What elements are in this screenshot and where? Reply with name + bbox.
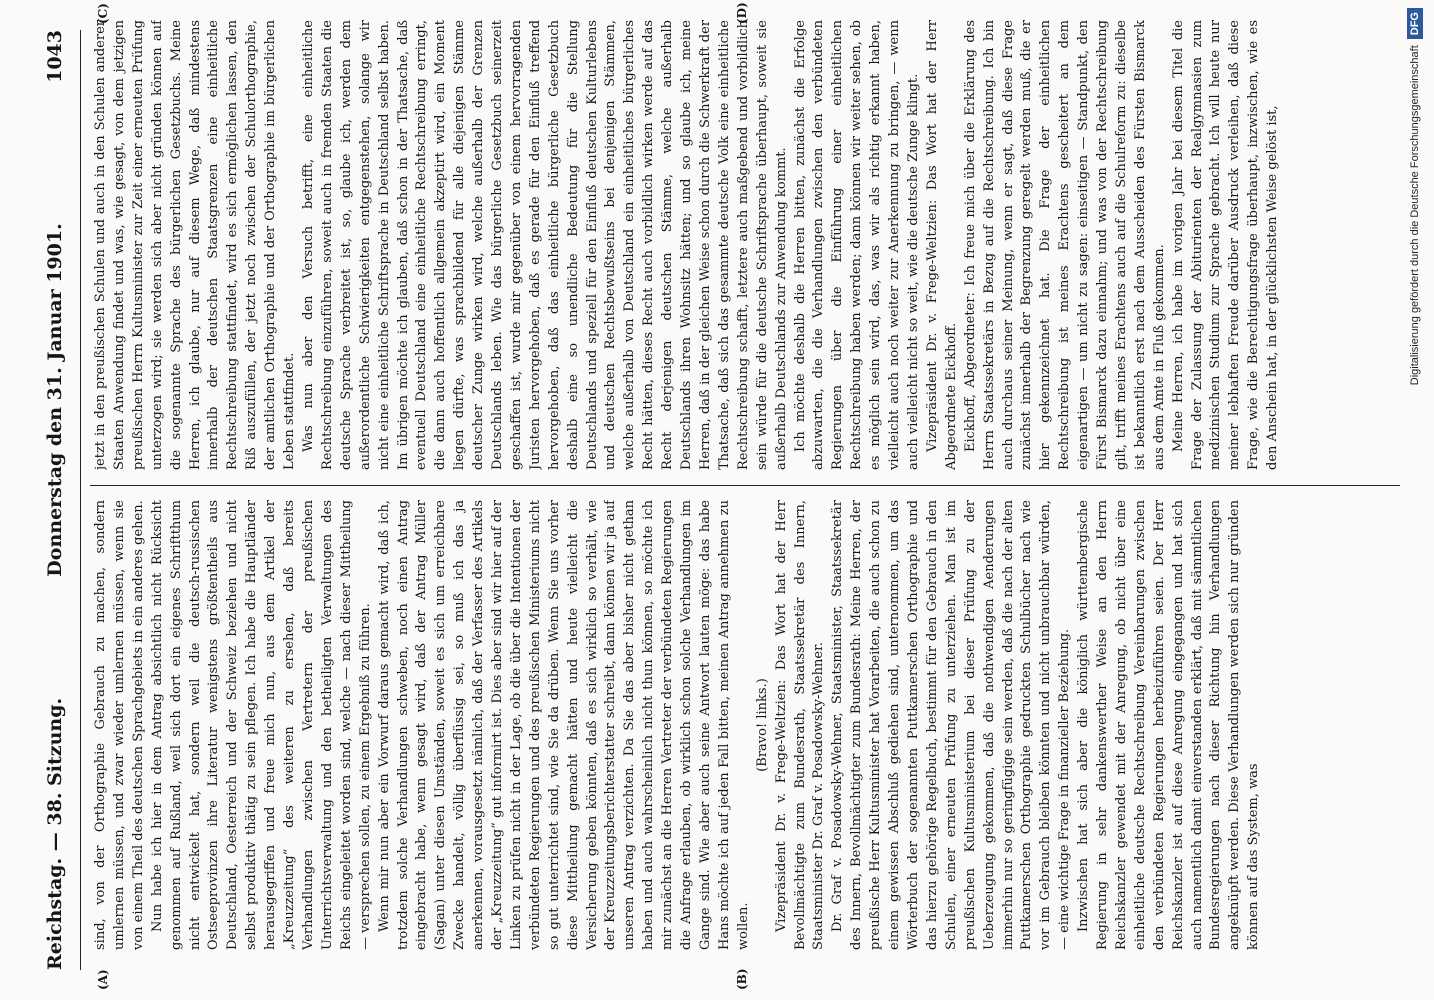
paragraph: Dr. Graf v. Posadowsky-Wehner, Staatsminister, Staatssekretär des Innern, Bevollmächtigter zum Bundesrath: Meine Herren, der preußische Herr Kultusminister hat Vorarbeiten, die auch schon zu einem gewissen Abschluß gediehen sind, unternommen, um das Wörterbuch der sogenannten Puttkamerschen Orthographie und das hierzu gehörige Regelbuch, bestimmt für den Gebrauch in den Schulen, einer erneuten Prüfung zu unterziehen. Man ist im preußischen Kultusministerium bei dieser Prüfung zu der Ueberzeugung gekommen, daß die nothwendigen Aenderungen immerhin nur so geringfügige sein werden, daß die nach der alten Puttkamerschen Orthographie gedruckten Schulbücher nach wie vor im Gebrauch bleiben könnten und nicht unbrauchbar würden, — eine wichtige Frage in finanzieller Beziehung. xyxy=(830,500,1073,950)
paragraph: Vizepräsident Dr. v. Frege-Weltzien: Das Wort hat der Herr Abgeordnete Eickhoff. xyxy=(924,20,959,470)
credit-text: Digitalisierung gefördert durch die Deutsche Forschungsgemeinschaft xyxy=(1409,45,1421,386)
margin-marker-a: (A) xyxy=(96,969,110,990)
credit-text-block xyxy=(1404,8,1426,708)
paragraph: Eickhoff, Abgeordneter: Ich freue mich über die Erklärung des Herrn Staatssekretärs in Bezug auf die Rechtschreibung. Ich bin auch durchaus seiner Meinung, wenn er sagt, daß diese Frage zunächst innerhalb der Begrenzung geregelt werden muß, die er hier gekennzeichnet hat. Die Frage der einheitlichen Rechtschreibung ist meines Erachtens gescheitert an dem eigenartigen — um nicht zu sagen: einseitigen — Standpunkt, den Fürst Bismarck dazu einnahm; und was von der Rechtschreibung gilt, trifft meines Erachtens auch auf die Schulreform zu: dieselbe ist bekanntlich erst nach dem Ausscheiden des Fürsten Bismarck aus dem Amte in Fluß gekommen. xyxy=(962,20,1167,470)
paragraph: Inzwischen hat sich aber die königlich württembergische Regierung in sehr dankenswerther Weise an den Herrn Reichskanzler gewendet mit der Anregung, ob nicht über eine einheitliche deutsche Rechtschreibung Vereinbarungen zwischen den verbündeten Regierungen herbeizuführen seien. Der Herr Reichskanzler ist auf diese Anregung eingegangen und hat sich auch namentlich damit einverstanden erklärt, daß mit sämmtlichen Bundesregierungen nach dieser Richtung hin Verhandlungen angeknüpft werden. Diese Verhandlungen werden sich nur gründen können auf das System, was xyxy=(1076,500,1262,950)
header-rule xyxy=(80,30,81,970)
paragraph: Wenn mir nun aber ein Vorwurf daraus gemacht wird, daß ich, trotzdem solche Verhandlungen schweben, noch einen Antrag eingebracht habe, wenn gesagt wird, daß der Antrag Müller (Sagan) unter diesen Umständen, soweit es sich um erreichbare Zwecke handelt, völlig überflüssig sei, so muß ich das ja anerkennen, vorausgesetzt nämlich, daß der Verfasser des Artikels der „Kreuzzeitung“ gut informirt ist. Dies aber sind wir hier auf der Linken zu prüfen nicht in der Lage, ob die über die Intentionen der verbündeten Regierungen und des preußischen Ministeriums nicht so gut unterrichtet sind, wie Sie da drüben. Wenn Sie uns vorher diese Mittheilung gemacht hätten und heute vielleicht die Versicherung geben könnten, daß es sich wirklich so verhält, wie der Kreuzzeitungsberichterstatter schreibt, dann können wir ja auf unseren Antrag verzichten. Da Sie das aber bisher nicht gethan haben und auch wahrscheinlich nicht thun können, so möchte ich mir zunächst an die Herren Vertreter der verbündeten Regierungen die Anfrage erlauben, ob wirklich schon solche Verhandlungen im Gange sind. Wie aber auch seine Antwort lauten möge: das habe Hans möchte ich auf jeden Fall bitten, meinen Antrag annehmen zu wollen. xyxy=(376,500,751,950)
header-session: Reichstag. — 38. Sitzung. xyxy=(44,697,66,970)
page-number: 1043 xyxy=(44,30,66,83)
paragraph: Nun habe ich hier in dem Antrag absichtlich nicht Rücksicht genommen auf Rußland, weil sich dort ein eigenes Schriftthum nicht entwickelt hat, sondern weil die deutsch-russischen Ostseeprovinzen ihre Literatur wenigstens größtentheils aus Deutschland, Oesterreich und der Schweiz beziehen und nicht selbst produktiv thätig zu sein pflegen. Ich habe die Hauptländer herausgegriffen und freue mich nun, aus dem Artikel der „Kreuzzeitung“ des weiteren zu ersehen, daß bereits Verhandlungen zwischen Vertretern der preußischen Unterrichtsverwaltung und den betheiligten Verwaltungen des Reichs eingeleitet worden sind, welche — nach dieser Mittheilung — versprechen sollen, zu einem Ergebniß zu führen. xyxy=(149,500,373,950)
right-column xyxy=(92,20,1392,470)
margin-marker-d: (D) xyxy=(735,2,749,24)
paragraph: Vizepräsident Dr. v. Frege-Weltzien: Das Wort hat der Herr Bevollmächtigte zum Bundesrath, Staatssekretär des Innern, Staatsminister Dr. Graf v. Posadowsky-Wehner. xyxy=(773,500,827,950)
column-divider xyxy=(90,485,1400,486)
header-date: Donnerstag den 31. Januar 1901. xyxy=(44,223,66,577)
page-header xyxy=(40,30,70,970)
paragraph: Meine Herren, ich habe im vorigen Jahr bei diesem Titel die Frage der Zulassung der Abiturienten der Realgymnasien zum medizinischen Studium zur Sprache gebracht. Ich will heute nur meiner lebhaften Freude darüber Ausdruck verleihen, daß diese Frage, wie die Berechtigungsfrage überhaupt, inzwischen, wie es den Anschein hat, in der glücklichsten Weise gelöst ist, xyxy=(1170,20,1281,470)
paragraph: Was nun aber den Versuch betrifft, eine einheitliche Rechtschreibung einzuführen, soweit auch in fremden Staaten die deutsche Sprache verbreitet ist, so, glaube ich, werden dem außerordentliche Schwierigkeiten entgegenstehen, solange wir nicht eine einheitliche Schriftsprache in Deutschland selbst haben. Im übrigen möchte ich glauben, daß schon in der Thatsache, daß eventuell Deutschland eine einheitliche Rechtschreibung erringt, die dann auch hoffentlich allgemein akzeptirt wird, ein Moment liegen dürfte, was sprachbildend für alle diejenigen Stämme deutscher Zunge wirken wird, welche außerhalb der Grenzen Deutschlands leben. Wie das bürgerliche Gesetzbuch seinerzeit geschaffen ist, wurde mir gegenüber von einem hervorragenden Juristen hervorgehoben, daß es gerade für den Einfluß treffend hervorgehoben, daß das einheitliche bürgerliche Gesetzbuch deshalb eine so unendliche Bedeutung für die Stellung Deutschlands und speziell für den Einfluß deutschen Kulturlebens und deutschen Rechtsbewußtseins bei denjenigen Stämmen, welche außerhalb von Deutschland ein einheitliches bürgerliches Recht hätten, dieses Recht auch vorbildlich wirken werde auf das Recht derjenigen deutschen Stämme, welche außerhalb Deutschlands ihren Wohnsitz hätten; und so glaube ich, meine Herren, daß in der gleichen Weise schon durch die Schwerkraft der Thatsache, daß sich das gesammte deutsche Volk eine einheitliche Rechtschreibung schafft, letztere auch maßgebend und vorbildlich sein würde für die deutsche Schriftsprache überhaupt, soweit sie außerhalb Deutschlands zur Anwendung kommt. xyxy=(300,20,789,470)
margin-marker-c: (C) xyxy=(96,3,110,24)
dfg-logo: DFG xyxy=(1407,8,1423,39)
paragraph: (Bravo! links.) xyxy=(754,678,770,772)
digitization-credit xyxy=(1400,8,1430,708)
left-column xyxy=(92,500,1392,950)
margin-marker-b: (B) xyxy=(735,968,749,990)
paragraph: jetzt in den preußischen Schulen und auch in den Schulen anderer Staaten Anwendung findet und was, wie gesagt, von dem jetzigen preußischen Herrn Kultusminister zur Zeit einer erneuten Prüfung unterzogen wird; sie werden sich aber nicht gründen können auf die sogenannte Sprache des bürgerlichen Gesetzbuchs. Meine Herren, ich glaube, nur auf diesem Wege, daß mindestens innerhalb der deutschen Staatsgrenzen eine einheitliche Rechtschreibung stattfindet, wird es sich ermöglichen lassen, den Riß auszufüllen, der jetzt noch zwischen der Schulorthographie, der amtlichen Orthographie und der Orthographie im bürgerlichen Leben stattfindet. xyxy=(93,20,298,470)
paragraph: Ich möchte deshalb die Herren bitten, zunächst die Erfolge abzuwarten, die die Verhandlungen zwischen den verbündeten Regierungen über die Einführung einer einheitlichen Rechtschreibung haben werden; dann können wir weiter sehen, ob es möglich sein wird, das, was wir als richtig erkannt haben, vielleicht auch noch weiter zur Anerkennung zu bringen, — wenn auch vielleicht nicht so weit, wie die deutsche Zunge klingt. xyxy=(792,20,921,470)
paragraph: sind, von der Orthographie Gebrauch zu machen, sondern umlernen müssen, und zwar wieder umlernen müssen, wenn sie von einem Theil des deutschen Sprachgebiets in ein anderes gehen. xyxy=(93,500,146,950)
